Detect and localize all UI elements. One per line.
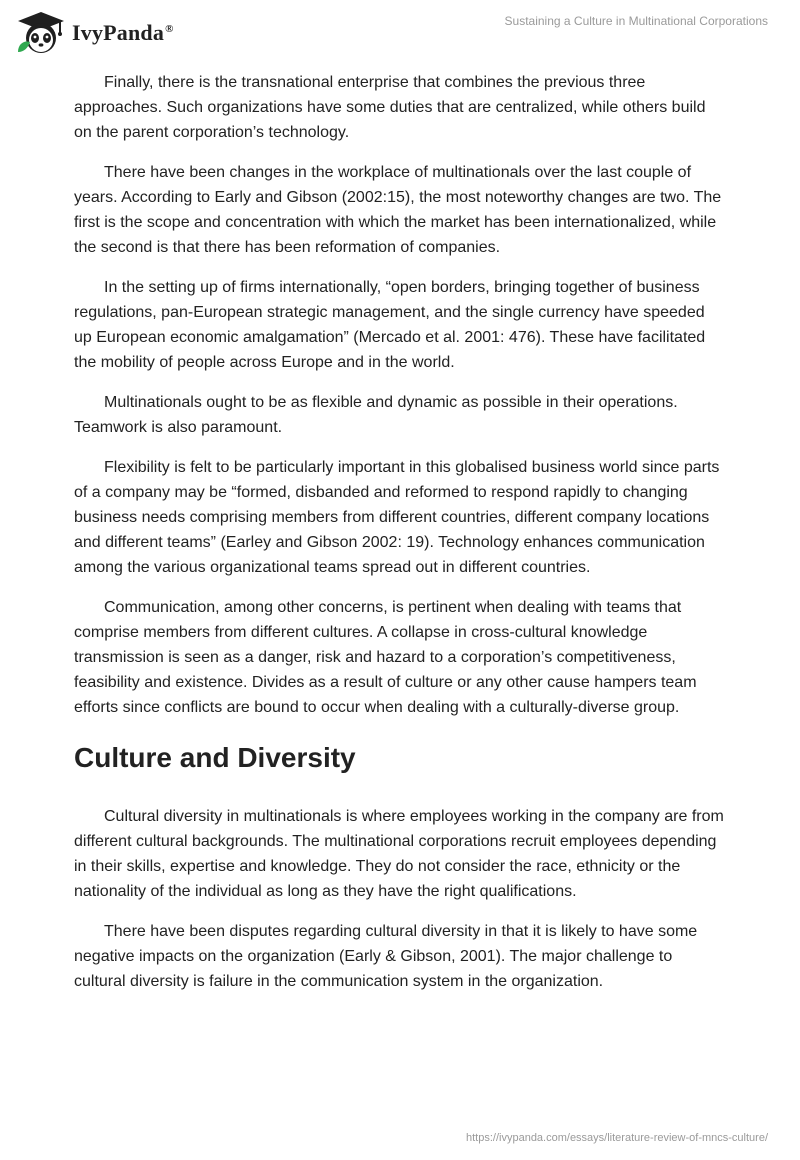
paragraph: Communication, among other concerns, is pertinent when dealing with teams that comprise members from different cultures. A collapse in cross-cultural knowledge transmission is seen as a danger, risk and hazard to a corporation’s competitiveness, feasibility and existence. Divides as a result of culture or any other cause hampers team efforts since conflicts are bound to occur when dealing with a culturally-diverse group. — [74, 599, 697, 716]
ivypanda-logo[interactable] — [14, 10, 194, 56]
page-header — [0, 0, 800, 60]
paragraph: Cultural diversity in multinationals is where employees working in the company are from different cultural backgrounds. The multinational corporations recruit employees depending in their skills, expertise and knowledge. They do not consider the race, ethnicity or the nationality of the individual as long as they have the right qualifications. — [74, 808, 724, 900]
paragraph: Multinationals ought to be as flexible and dynamic as possible in their operations. Teamwork is also paramount. — [74, 394, 678, 436]
essay-body — [74, 70, 724, 1009]
logo-wordmark: IvyPanda® — [72, 20, 174, 45]
paragraph: Finally, there is the transnational enterprise that combines the previous three approaches. Such organizations have some duties that are centralized, while others build on the parent corporation’s technology. — [74, 74, 706, 141]
document-title: Sustaining a Culture in Multinational Corporations — [504, 14, 768, 28]
paragraph: Flexibility is felt to be particularly important in this globalised business world since parts of a company may be “formed, disbanded and reformed to respond rapidly to changing business needs comprising members from different countries, different company locations and different teams” (Earley and Gibson 2002: 19). Technology enhances communication among the various organizational teams spread out in different countries. — [74, 459, 720, 576]
paragraph: There have been disputes regarding cultural diversity in that it is likely to have some negative impacts on the organization (Early & Gibson, 2001). The major challenge to cultural diversity is failure in the communication system in the organization. — [74, 923, 698, 990]
section-heading: Culture and Diversity — [74, 742, 356, 773]
paragraph: There have been changes in the workplace of multinationals over the last couple of years. According to Early and Gibson (2002:15), the most noteworthy changes are two. The first is the scope and concentration with which the market has been internationalized, while the second is that there has been reformation of companies. — [74, 164, 722, 256]
paragraph: In the setting up of firms internationally, “open borders, bringing together of business regulations, pan-European strategic management, and the single currency have speeded up European economic amalgamation” (Mercado et al. 2001: 476). These have facilitated the mobility of people across Europe and in the world. — [74, 279, 706, 371]
panda-logo-icon — [14, 10, 68, 56]
source-url[interactable]: https://ivypanda.com/essays/literature-review-of-mncs-culture/ — [466, 1132, 768, 1144]
